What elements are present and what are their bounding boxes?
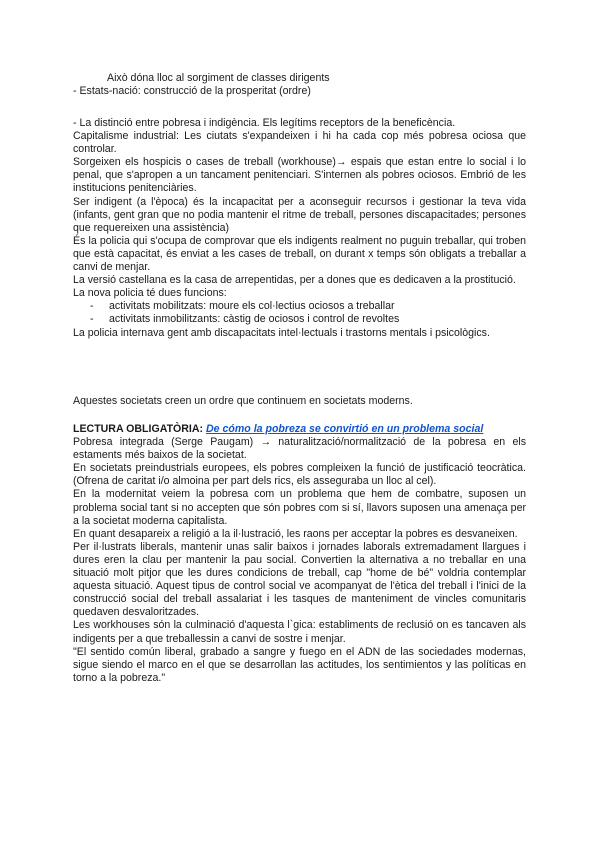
paragraph: Capitalisme industrial: Les ciutats s'expandeixen i hi ha cada cop més pobresa ociosa que controlar. <box>73 130 526 156</box>
paragraph: Per il·lustrats liberals, mantenir unas salir baixos i jornades laborals extremadament llargues i dures eren la clau per mantenir la pau social. Convertien la alternativa a no treballar en una situació molt pitjor que les dures condicions de treball, cap "home de bé" voldria contemplar aquesta situació. Aquest tipus de control social ve acompanyat de l'ètica del treball i l'inici de la construcció social del treball assalariat i les tasques de manteniment de vincles comunitaris quedaven desvaloritzades. <box>73 540 526 619</box>
lectura-link[interactable]: De cómo la pobreza se convirtió en un problema social <box>206 423 484 435</box>
notes-section-1 <box>73 117 526 340</box>
intro-block <box>73 72 526 98</box>
list-item-text: activitats mobilitzats: moure els col·lectius ociosos a treballar <box>109 300 395 313</box>
dash-bullet: - <box>90 313 94 326</box>
paragraph: Les workhouses són la culminació d'aquesta l`gica: establiments de reclusió on es tancaven als indigents per a que treballessin a canvi de sostre i menjar. <box>73 619 526 645</box>
paragraph: La policia internava gent amb discapacitats intel·lectuals i trastorns mentals i psicològics. <box>73 326 490 339</box>
lectura-heading-line <box>73 423 526 436</box>
paragraph: Aquestes societats creen un ordre que continuem en societats moderns. <box>73 395 413 407</box>
list-item-text: activitats inmobilitzants: càstig de ociosos i control de revoltes <box>109 313 400 326</box>
quote-paragraph: "El sentido común liberal, grabado a sangre y fuego en el ADN de las sociedades modernas, sigue siendo el marco en el que se desarrollan las actitudes, los sentimientos y las políticas en torno a la pobreza." <box>73 645 526 684</box>
list-item <box>73 300 526 313</box>
notes-section-2 <box>73 395 526 408</box>
paragraph: La versió castellana es la casa de arrepentidas, per a dones que es dedicaven a la prostitució. <box>73 274 516 287</box>
paragraph: La nova policia té dues funcions: <box>73 287 227 300</box>
paragraph: Ser indigent (a l'època) és la incapacitat per a aconseguir recursos i gestionar la teva vida (infants, gent gran que no podia mantenir el ritme de treball, persones discapacitades; persones que requereixen una assistència) <box>73 195 526 234</box>
lectura-heading: LECTURA OBLIGATÒRIA: <box>73 423 204 435</box>
intro-line-2: - Estats-nació: construcció de la prosperitat (ordre) <box>73 85 311 98</box>
police-functions-list <box>73 300 526 326</box>
paragraph: En societats preindustrials europees, els pobres compleixen la funció de justificació teocràtica. (Ofrena de caritat i/o almoina per part dels rics, els asseguraba un lloc al cel). <box>73 462 526 488</box>
paragraph: Sorgeixen els hospicis o cases de treball (workhouse)→ espais que estan entre lo social i lo penal, que s'apropen a un tancament penitenciari. S'internen als pobres ociosos. Embrió de les institucions penitenciàries. <box>73 156 526 195</box>
dash-bullet: - <box>90 300 94 313</box>
paragraph: En la modernitat veiem la pobresa com un problema que hem de combatre, suposen un problema social tant si no accepten que són pobres com si sí, llavors suposen una amenaça per a la societat moderna capitalista. <box>73 488 526 527</box>
paragraph: És la policia qui s'ocupa de comprovar que els indigents realment no puguin treballar, qui troben que està capacitat, és enviat a les cases de treball, on durant x temps són obligats a treballar a canvi de menjar. <box>73 234 526 274</box>
paragraph: Pobresa integrada (Serge Paugam) → naturalització/normalització de la pobresa en els estaments més baixos de la societat. <box>73 436 526 462</box>
paragraph: En quant desapareix a religió a la il·lustració, les raons per acceptar la pobres es desvaneixen. <box>73 527 518 540</box>
paragraph: - La distinció entre pobresa i indigència. Els legítims receptors de la beneficència. <box>73 117 456 129</box>
lectura-section <box>73 423 526 685</box>
list-item <box>73 313 526 326</box>
intro-line-1: Això dóna lloc al sorgiment de classes dirigents <box>107 72 330 84</box>
